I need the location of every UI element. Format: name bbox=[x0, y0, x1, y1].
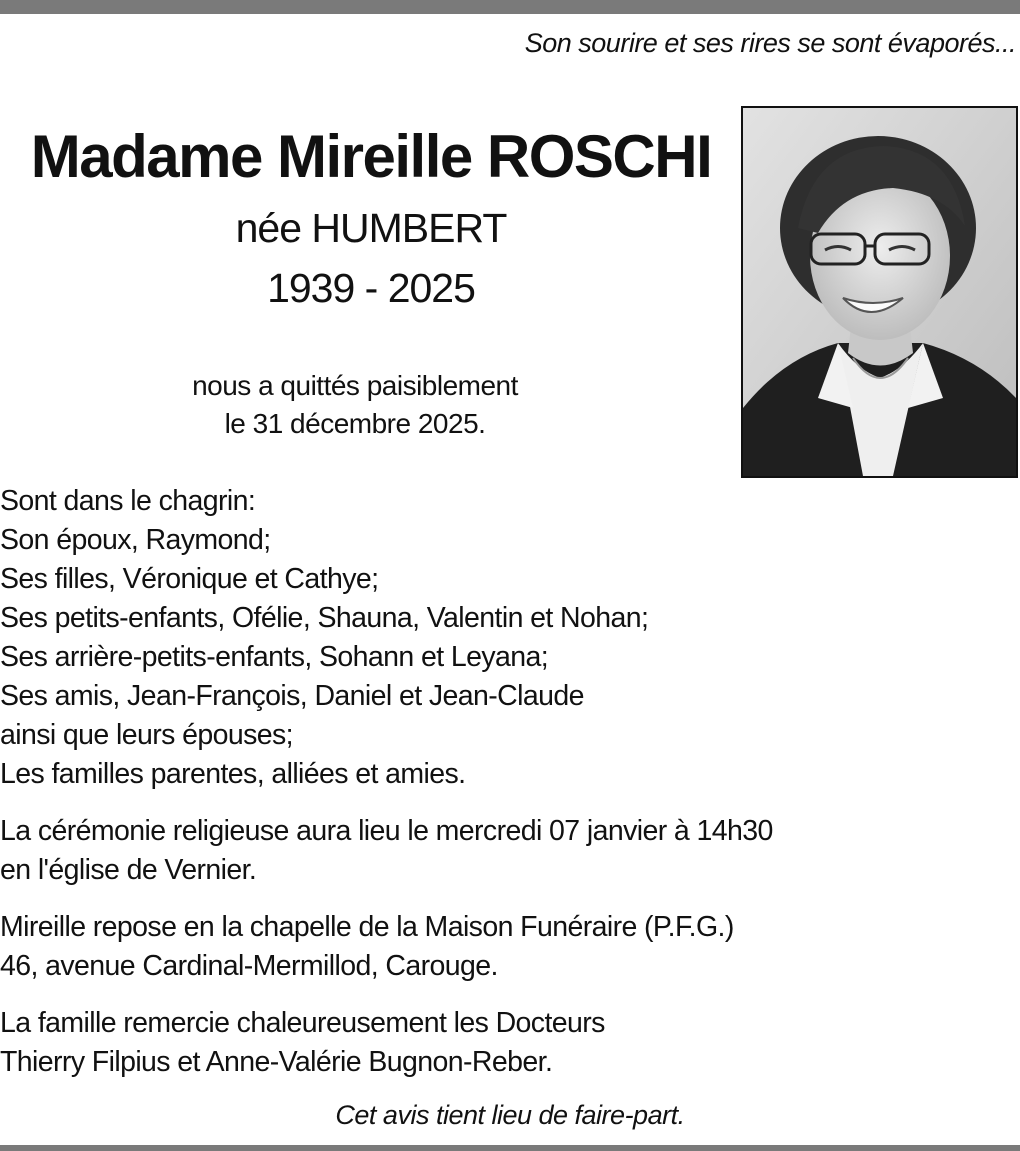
epigraph: Son sourire et ses rires se sont évaporés... bbox=[524, 28, 1016, 58]
rest-address: 46, avenue Cardinal-Mermillod, Carouge. bbox=[0, 950, 498, 982]
list-item: ainsi que leurs épouses; bbox=[0, 719, 293, 751]
rest-line: Mireille repose en la chapelle de la Maison Funéraire (P.F.G.) bbox=[0, 911, 734, 943]
life-years: 1939 - 2025 bbox=[267, 265, 475, 311]
mourners-heading: Sont dans le chagrin: bbox=[0, 485, 256, 517]
announcement-date: le 31 décembre 2025. bbox=[224, 408, 486, 439]
closing-note: Cet avis tient lieu de faire-part. bbox=[335, 1100, 685, 1130]
thanks-line: La famille remercie chaleureusement les Docteurs bbox=[0, 1007, 605, 1039]
deceased-name: Madame Mireille ROSCHI bbox=[30, 123, 712, 190]
announcement bbox=[0, 367, 710, 443]
portrait-photo bbox=[741, 106, 1018, 478]
thanks-info bbox=[0, 1004, 1000, 1082]
list-item: Ses petits-enfants, Ofélie, Shauna, Valentin et Nohan; bbox=[0, 602, 649, 634]
rest-info bbox=[0, 908, 1000, 986]
maiden-name: née HUMBERT bbox=[235, 205, 507, 251]
top-divider bbox=[0, 0, 1020, 14]
list-item: Ses arrière-petits-enfants, Sohann et Leyana; bbox=[0, 641, 549, 673]
list-item: Ses amis, Jean-François, Daniel et Jean-Claude bbox=[0, 680, 584, 712]
thanks-names: Thierry Filpius et Anne-Valérie Bugnon-Reber. bbox=[0, 1046, 553, 1078]
mourners-list bbox=[0, 482, 1000, 794]
ceremony-info bbox=[0, 812, 1000, 890]
list-item: Ses filles, Véronique et Cathye; bbox=[0, 563, 379, 595]
list-item: Les familles parentes, alliées et amies. bbox=[0, 758, 466, 790]
list-item: Son époux, Raymond; bbox=[0, 524, 271, 556]
obituary-body bbox=[0, 482, 1000, 1082]
ceremony-line: La cérémonie religieuse aura lieu le mercredi 07 janvier à 14h30 bbox=[0, 815, 773, 847]
announcement-line: nous a quittés paisiblement bbox=[192, 370, 518, 401]
ceremony-place: en l'église de Vernier. bbox=[0, 854, 257, 886]
portrait-illustration bbox=[743, 108, 1016, 476]
bottom-divider bbox=[0, 1145, 1020, 1151]
